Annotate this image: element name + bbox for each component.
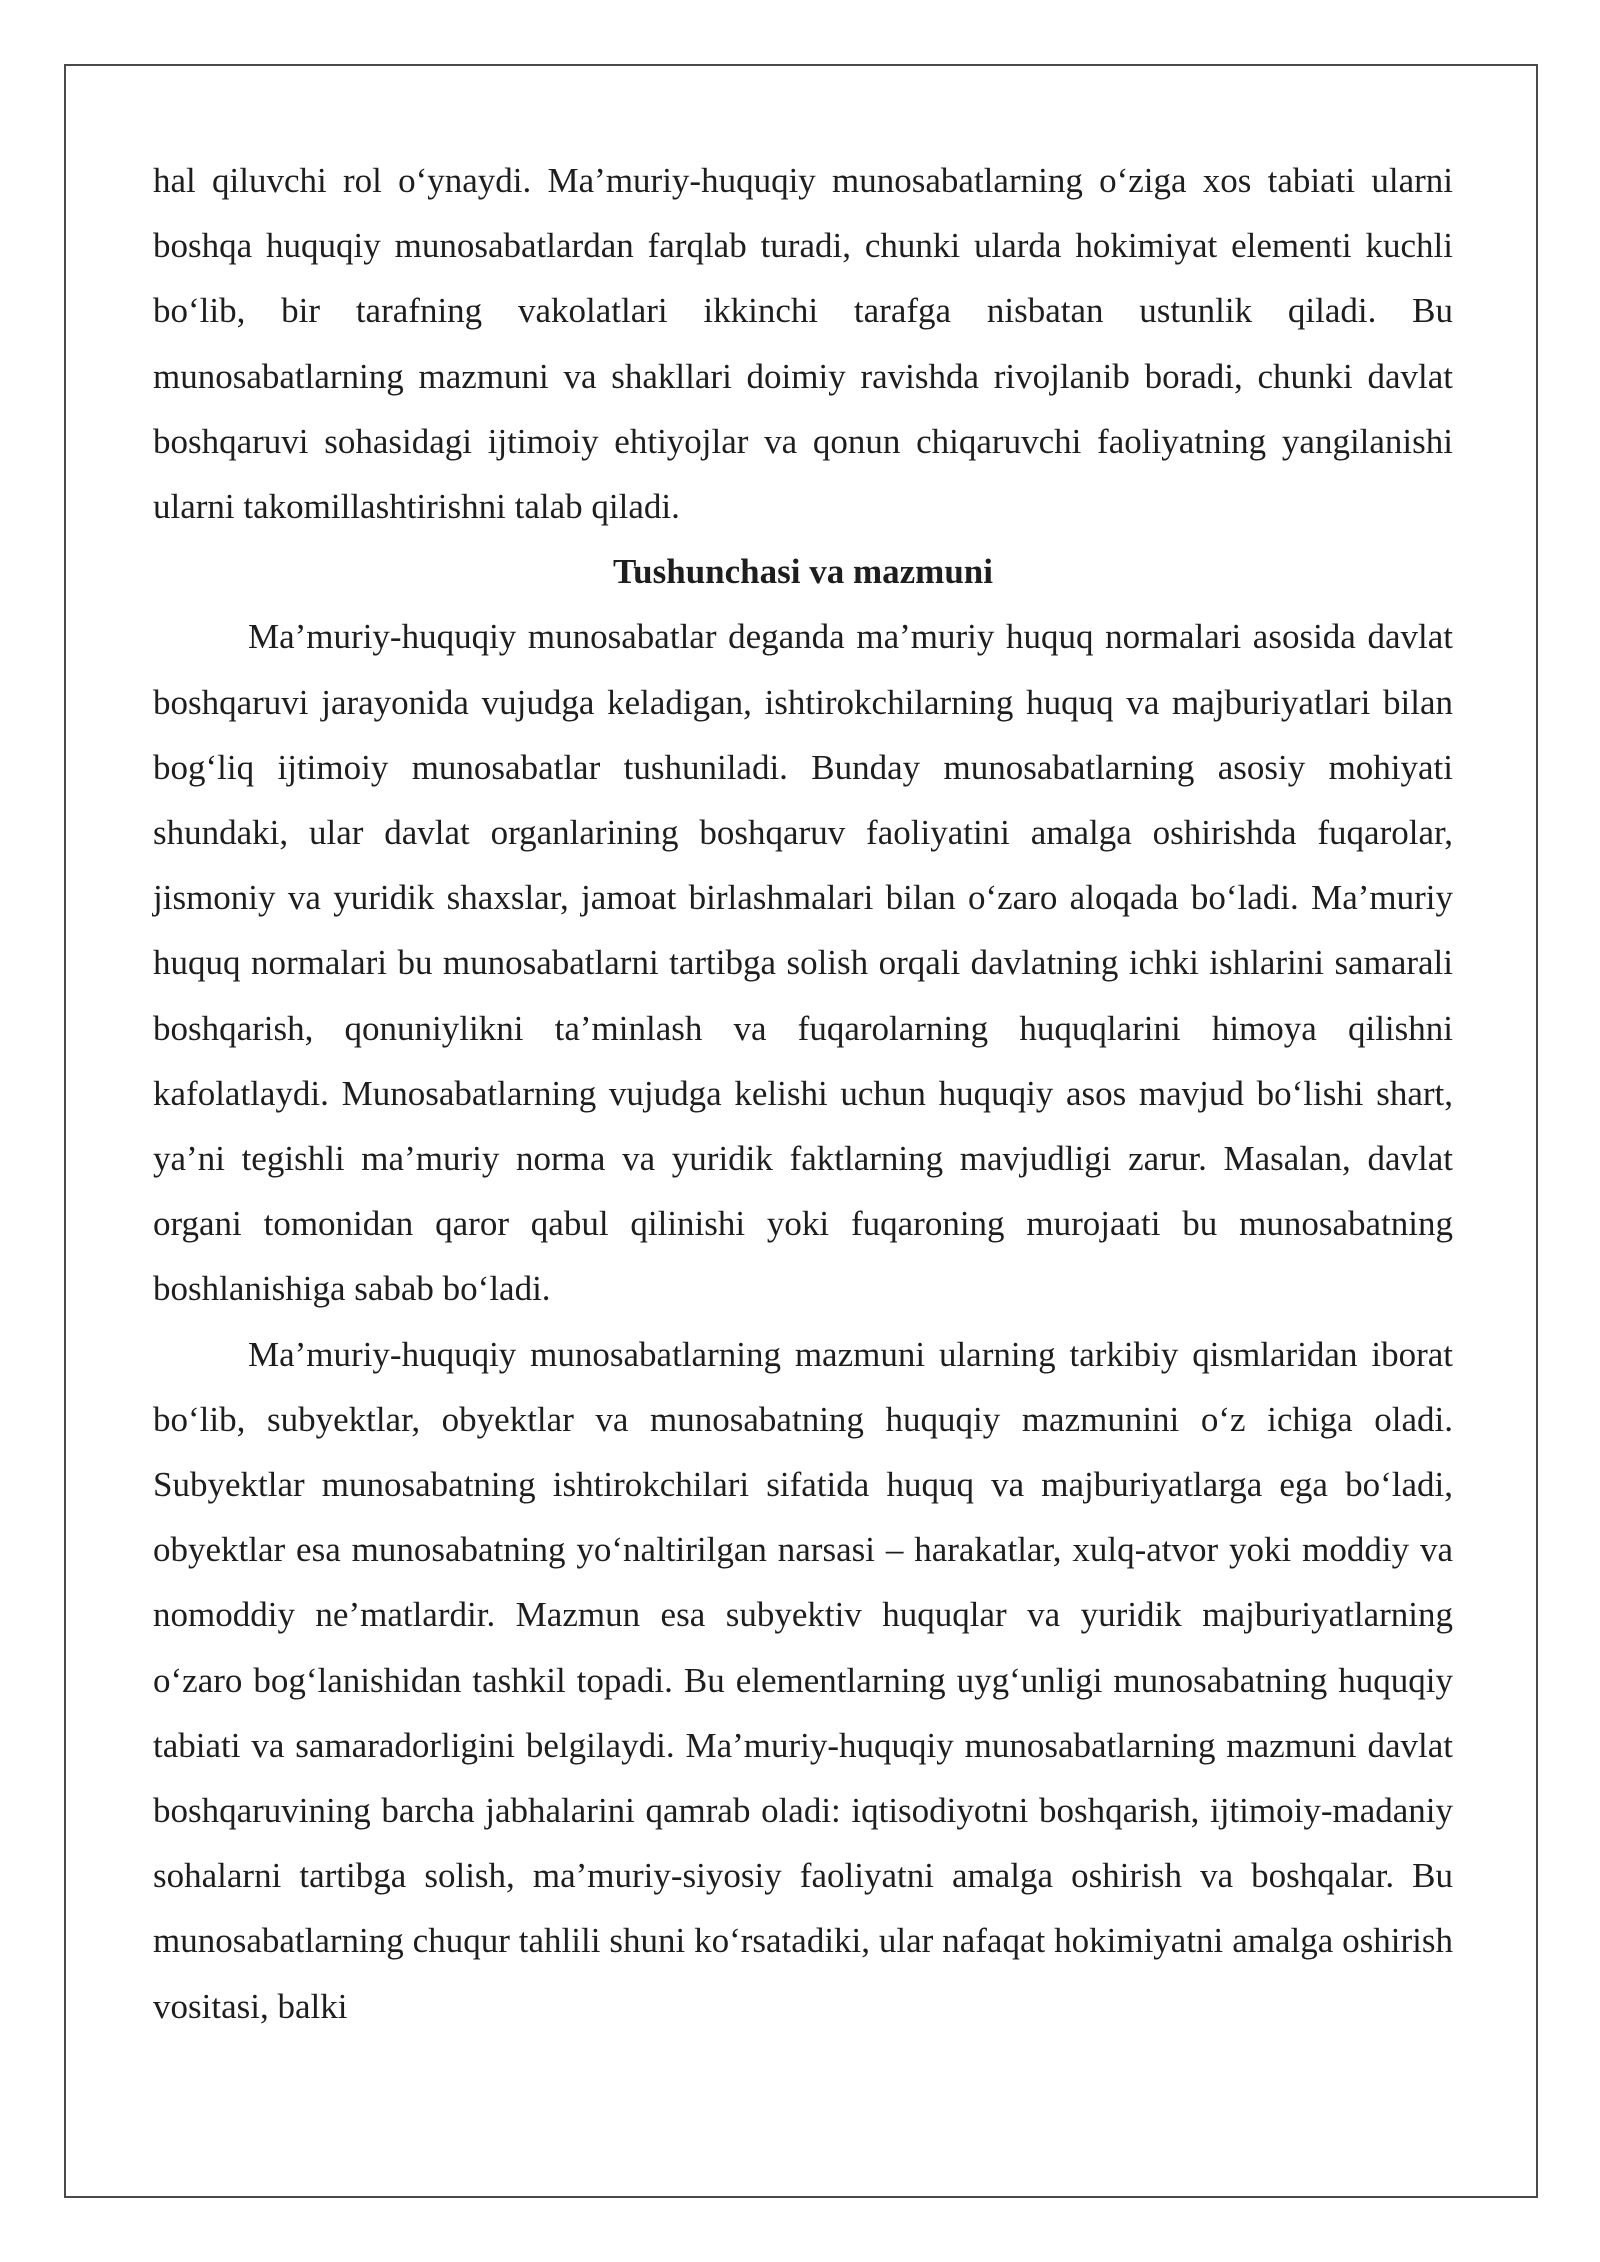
paragraph: hal qiluvchi rol o‘ynaydi. Ma’muriy-huquqiy munosabatlarning o‘ziga xos tabiati ularni boshqa huquqiy munosabatlardan farqlab turadi, chunki ularda hokimiyat elementi kuchli bo‘lib, bir tarafning vakolatlari ikkinchi tarafga nisbatan ustunlik qiladi. Bu munosabatlarning mazmuni va shakllari doimiy ravishda rivojlanib boradi, chunki davlat boshqaruvi sohasidagi ijtimoiy ehtiyojlar va qonun chiqaruvchi faoliyatning yangilanishi ularni takomillashtirishni talab qiladi. <box>153 161 1453 527</box>
document-body <box>153 148 1453 2039</box>
paragraph: Ma’muriy-huquqiy munosabatlarning mazmuni ularning tarkibiy qismlaridan iborat bo‘lib, subyektlar, obyektlar va munosabatning huquqiy mazmunini o‘z ichiga oladi. Subyektlar munosabatning ishtirokchilari sifatida huquq va majburiyatlarga ega bo‘ladi, obyektlar esa munosabatning yo‘naltirilgan narsasi – harakatlar, xulq-atvor yoki moddiy va nomoddiy ne’matlardir. Mazmun esa subyektiv huquqlar va yuridik majburiyatlarning o‘zaro bog‘lanishidan tashkil topadi. Bu elementlarning uyg‘unligi munosabatning huquqiy tabiati va samaradorligini belgilaydi. Ma’muriy-huquqiy munosabatlarning mazmuni davlat boshqaruvining barcha jabhalarini qamrab oladi: iqtisodiyotni boshqarish, ijtimoiy-madaniy sohalarni tartibga solish, ma’muriy-siyosiy faoliyatni amalga oshirish va boshqalar. Bu munosabatlarning chuqur tahlili shuni ko‘rsatadiki, ular nafaqat hokimiyatni amalga oshirish vositasi, balki <box>153 1334 1453 2026</box>
paragraph: Ma’muriy-huquqiy munosabatlar deganda ma’muriy huquq normalari asosida davlat boshqaruvi jarayonida vujudga keladigan, ishtirokchilarning huquq va majburiyatlari bilan bog‘liq ijtimoiy munosabatlar tushuniladi. Bunday munosabatlarning asosiy mohiyati shundaki, ular davlat organlarining boshqaruv faoliyatini amalga oshirishda fuqarolar, jismoniy va yuridik shaxslar, jamoat birlashmalari bilan o‘zaro aloqada bo‘ladi. Ma’muriy huquq normalari bu munosabatlarni tartibga solish orqali davlatning ichki ishlarini samarali boshqarish, qonuniylikni ta’minlash va fuqarolarning huquqlarini himoya qilishni kafolatlaydi. Munosabatlarning vujudga kelishi uchun huquqiy asos mavjud bo‘lishi shart, ya’ni tegishli ma’muriy norma va yuridik faktlarning mavjudligi zarur. Masalan, davlat organi tomonidan qaror qabul qilinishi yoki fuqaroning murojaati bu munosabatning boshlanishiga sabab bo‘ladi. <box>153 617 1453 1309</box>
section-heading: Tushunchasi va mazmuni <box>613 552 993 592</box>
